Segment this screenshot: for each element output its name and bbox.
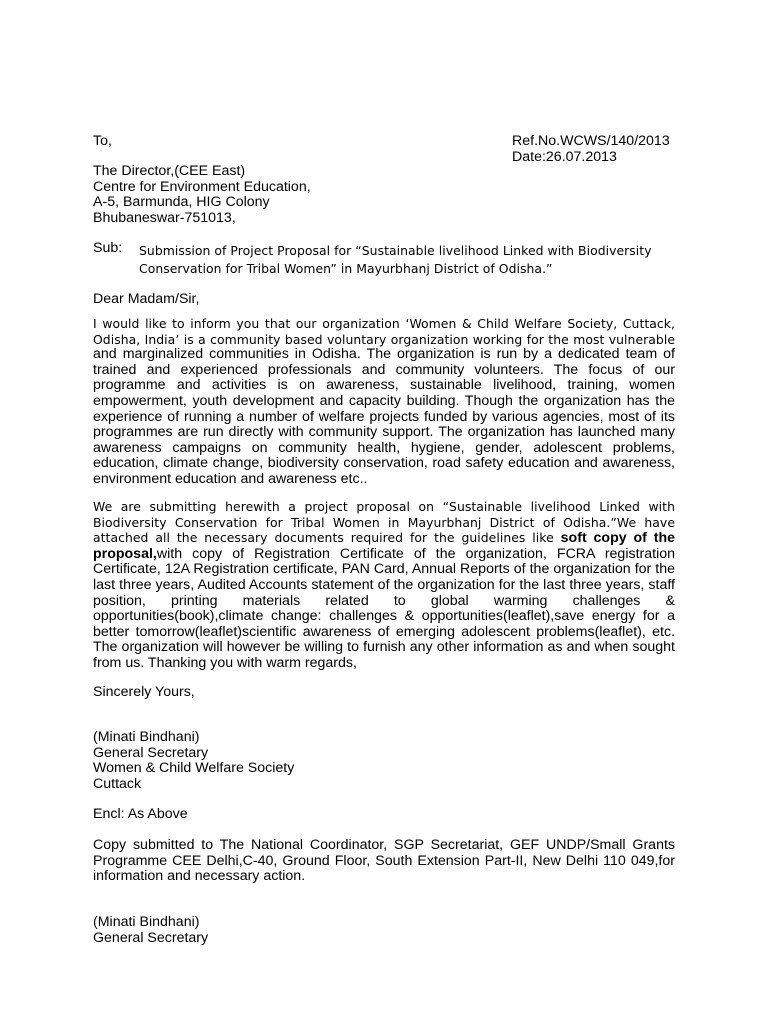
bold-text: soft copy of the <box>560 530 675 547</box>
recipient-line: Bhubaneswar-751013, <box>93 209 236 226</box>
signatory-line: General Secretary <box>93 744 209 761</box>
subject-label: Sub: <box>93 240 123 256</box>
paragraph-text: with copy of Registration Certificate of the organization, FCRA registration Certificate, 12A Registration certificate, PAN Card, Annual Reports of the organization for the last three years, Audited Accounts statement of the organization for the last three years, staff position, printing materials related to global warming challenges & opportunities(book),climate change: challenges & opportunities(leaflet),save energy for a better tomorrow(leaflet)scientific awareness of emerging adolescent problems(leaflet), etc. The organization will however be willing to furnish any other information as and when sought from us. Thanking you with warm regards, <box>93 545 675 671</box>
reference-number: Ref.No.WCWS/140/2013 <box>512 133 670 149</box>
recipient-address <box>93 164 675 226</box>
letter-date: Date:26.07.2013 <box>512 148 617 165</box>
subject-text <box>139 242 679 278</box>
to-label: To, <box>93 133 112 149</box>
subject-line: Conservation for Tribal Women” in Mayurbhanj District of Odisha.” <box>139 261 553 276</box>
paragraph-body <box>93 547 675 672</box>
paragraph-line: I would like to inform you that our organization ‘Women & Child Welfare Society, Cuttack, <box>93 316 675 331</box>
reference-block <box>512 134 670 165</box>
paragraph-line: Odisha, India’ is a community based voluntary organization working for the most vulnerable <box>93 331 675 347</box>
enclosure-note: Encl: As Above <box>93 806 188 822</box>
paragraph-body: and marginalized communities in Odisha. The organization is run by a dedicated team of trained and experienced professionals and community volunteers. The focus of our programme and activities is on awareness, sustainable livelihood, training, women empowerment, youth development and capacity building. Though the organization has the experience of running a number of welfare projects funded by various agencies, most of its programmes are run directly with community support. The organization has launched many awareness campaigns on community health, hygiene, gender, adolescent problems, education, climate change, biodiversity conservation, road safety education and awareness, environment education and awareness etc.. <box>93 346 675 487</box>
copy-note: Copy submitted to The National Coordinator, SGP Secretariat, GEF UNDP/Small Grants Programme CEE Delhi,C-40, Ground Floor, South Extension Part-II, New Delhi 110 049,for information and necessary action. <box>93 837 675 885</box>
paragraph-text: attached all the necessary documents required for the guidelines like <box>93 530 561 546</box>
signatory-block <box>93 730 675 792</box>
paragraph-line <box>93 530 675 547</box>
paragraph-submission <box>93 499 675 672</box>
recipient-line: Centre for Environment Education, <box>93 178 311 195</box>
recipient-line: A-5, Barmunda, HIG Colony <box>93 194 270 211</box>
recipient-line: The Director,(CEE East) <box>93 163 246 179</box>
paragraph-line: Biodiversity Conservation for Tribal Women in Mayurbhanj District of Odisha.”We have <box>93 514 675 530</box>
paragraph-line: We are submitting herewith a project proposal on “Sustainable livelihood Linked with <box>93 499 675 514</box>
subject-line: Submission of Project Proposal for “Sustainable livelihood Linked with Biodiversity <box>139 243 652 258</box>
signatory-line: Women & Child Welfare Society <box>93 760 295 777</box>
signatory-line: Cuttack <box>93 775 142 792</box>
paragraph-intro <box>93 316 675 488</box>
closing: Sincerely Yours, <box>93 684 195 700</box>
signatory-line: (Minati Bindhani) <box>93 729 200 745</box>
signatory-line: General Secretary <box>93 929 209 946</box>
signatory-line: (Minati Bindhani) <box>93 914 200 930</box>
bold-text: proposal, <box>93 545 157 562</box>
salutation: Dear Madam/Sir, <box>93 291 200 307</box>
signatory-block-2 <box>93 915 675 946</box>
